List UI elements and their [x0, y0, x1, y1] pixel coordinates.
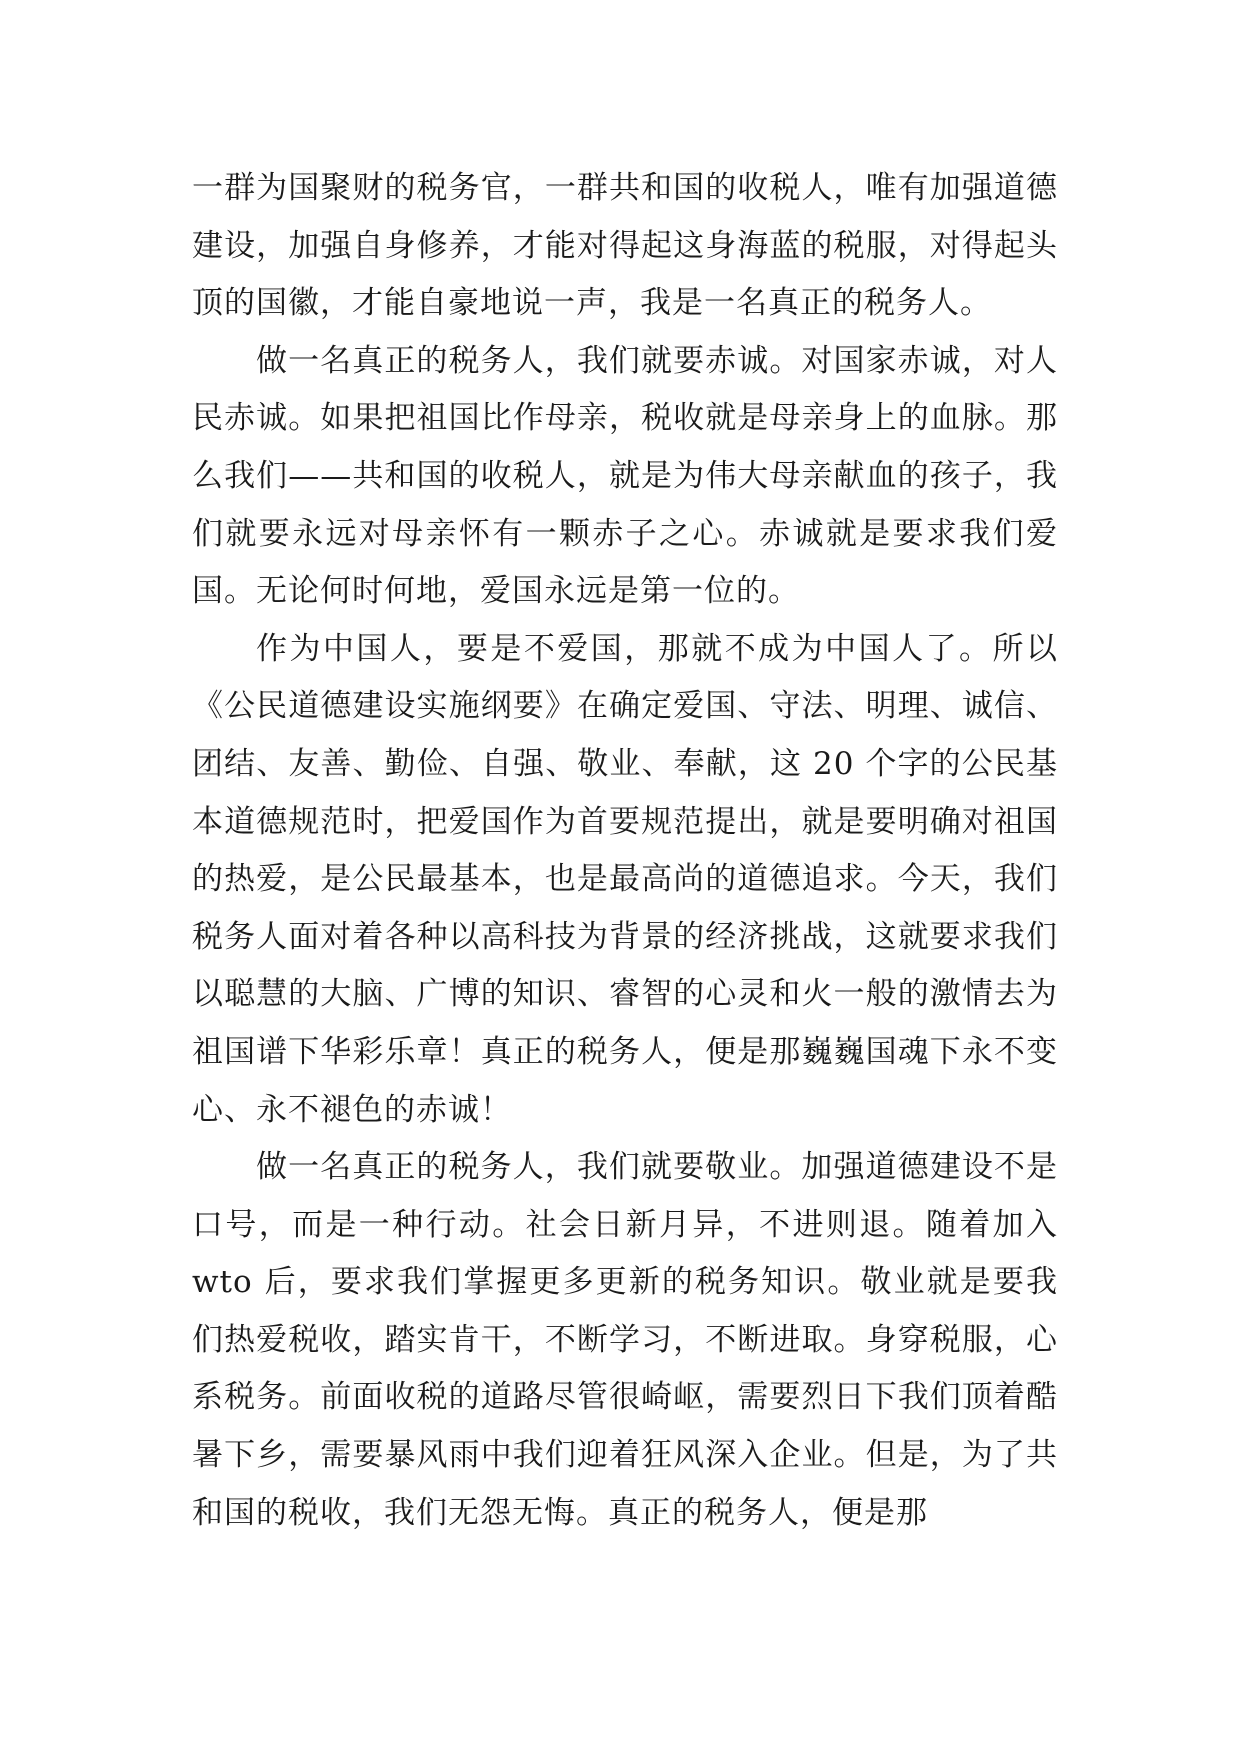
document-body [192, 160, 1058, 1542]
paragraph-1: 一群为国聚财的税务官，一群共和国的收税人，唯有加强道德建设，加强自身修养，才能对得起这身海蓝的税服，对得起头顶的国徽，才能自豪地说一声，我是一名真正的税务人。 [192, 170, 1058, 322]
paragraph-2: 做一名真正的税务人，我们就要赤诚。对国家赤诚，对人民赤诚。如果把祖国比作母亲，税收就是母亲身上的血脉。那么我们——共和国的收税人，就是为伟大母亲献血的孩子，我们就要永远对母亲怀有一颗赤子之心。赤诚就是要求我们爱国。无论何时何地，爱国永远是第一位的。 [192, 342, 1058, 610]
paragraph-3: 作为中国人，要是不爱国，那就不成为中国人了。所以《公民道德建设实施纲要》在确定爱国、守法、明理、诚信、团结、友善、勤俭、自强、敬业、奉献，这 20 个字的公民基本道德规范时，把爱国作为首要规范提出，就是要明确对祖国的热爱，是公民最基本，也是最高尚的道德追求。今天，我们税务人面对着各种以高科技为背景的经济挑战，这就要求我们以聪慧的大脑、广博的知识、睿智的心灵和火一般的激情去为祖国谱下华彩乐章！真正的税务人，便是那巍巍国魂下永不变心、永不褪色的赤诚！ [192, 630, 1058, 1128]
paragraph-4: 做一名真正的税务人，我们就要敬业。加强道德建设不是口号，而是一种行动。社会日新月异，不进则退。随着加入 wto 后，要求我们掌握更多更新的税务知识。敬业就是要我们热爱税收，踏实肯干，不断学习，不断进取。身穿税服，心系税务。前面收税的道路尽管很崎岖，需要烈日下我们顶着酷暑下乡，需要暴风雨中我们迎着狂风深入企业。但是，为了共和国的税收，我们无怨无悔。真正的税务人，便是那 [192, 1149, 1058, 1531]
